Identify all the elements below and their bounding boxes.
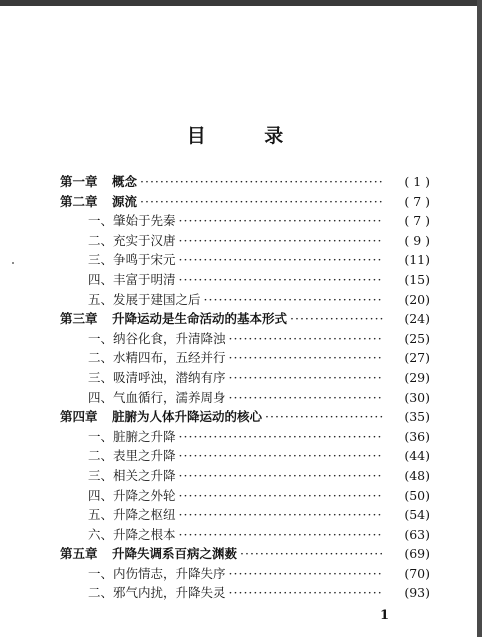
entry-title: 源流 xyxy=(112,193,138,209)
toc-section-entry xyxy=(60,231,430,251)
entry-number: 第四章 xyxy=(60,409,98,425)
dot-leader xyxy=(229,368,383,388)
entry-page-number: (50) xyxy=(404,487,430,503)
toc-section-entry xyxy=(60,348,430,368)
entry-number: 二、 xyxy=(88,350,114,366)
entry-number: 五、 xyxy=(88,291,114,307)
entry-page-number: (29) xyxy=(404,369,430,385)
entry-page-number: (35) xyxy=(404,409,430,425)
dot-leader xyxy=(179,231,383,251)
entry-page-number: (93) xyxy=(404,585,430,601)
toc-section-entry xyxy=(60,250,430,270)
entry-title: 升降之外轮 xyxy=(113,487,176,503)
dot-leader xyxy=(179,270,383,290)
entry-page-number: ( 7 ) xyxy=(404,213,430,229)
entry-title: 发展于建国之后 xyxy=(113,291,201,307)
entry-title: 升降失调系百病之渊薮 xyxy=(112,546,238,562)
toc-section-entry xyxy=(60,427,430,447)
toc-chapter-entry xyxy=(60,407,430,427)
entry-title: 丰富于明清 xyxy=(113,271,176,287)
entry-page-number: (25) xyxy=(404,330,430,346)
entry-page-number: (27) xyxy=(404,350,430,366)
entry-title: 相关之升降 xyxy=(113,467,176,483)
dot-leader xyxy=(179,466,383,486)
dot-leader xyxy=(229,348,383,368)
right-edge xyxy=(477,0,482,637)
entry-number: 第五章 xyxy=(60,546,98,562)
entry-title: 表里之升降 xyxy=(113,448,176,464)
entry-title: 吸清呼浊，潜纳有序 xyxy=(113,369,226,385)
toc-section-entry xyxy=(60,270,430,290)
entry-number: 一、 xyxy=(88,565,114,581)
entry-page-number: (69) xyxy=(404,546,430,562)
entry-title: 充实于汉唐 xyxy=(113,232,176,248)
toc-section-entry xyxy=(60,564,430,584)
dot-leader xyxy=(140,192,383,212)
dot-leader xyxy=(204,290,383,310)
entry-page-number: (54) xyxy=(404,507,430,523)
toc-section-entry xyxy=(60,290,430,310)
entry-page-number: ( 1 ) xyxy=(404,174,430,189)
entry-page-number: ( 7 ) xyxy=(404,193,430,209)
entry-number: 二、 xyxy=(88,585,114,601)
entry-number: 二、 xyxy=(88,448,114,464)
dot-leader xyxy=(265,407,383,427)
entry-title: 气血循行，濡养周身 xyxy=(113,389,226,405)
entry-number: 一、 xyxy=(88,330,114,346)
entry-page-number: (63) xyxy=(404,526,430,542)
entry-number: 第三章 xyxy=(60,311,98,327)
toc-chapter-entry xyxy=(60,309,430,329)
entry-number: 四、 xyxy=(88,487,114,503)
toc-chapter-entry xyxy=(60,192,430,212)
scan-speck xyxy=(12,262,14,264)
entry-page-number: (44) xyxy=(404,448,430,464)
page-number: 1 xyxy=(380,608,390,623)
entry-title: 概念 xyxy=(112,174,138,189)
entry-title: 升降之枢纽 xyxy=(113,507,176,523)
entry-title: 内伤情志，升降失序 xyxy=(113,565,226,581)
entry-number: 三、 xyxy=(88,252,114,268)
entry-page-number: (24) xyxy=(404,311,430,327)
dot-leader xyxy=(229,583,383,603)
dot-leader xyxy=(179,446,383,466)
dot-leader xyxy=(229,388,383,408)
entry-page-number: (20) xyxy=(404,291,430,307)
dot-leader xyxy=(179,250,383,270)
entry-number: 第一章 xyxy=(60,174,98,189)
entry-page-number: (36) xyxy=(404,428,430,444)
dot-leader xyxy=(179,505,383,525)
toc-section-entry xyxy=(60,368,430,388)
entry-title: 脏腑为人体升降运动的核心 xyxy=(112,409,263,425)
entry-page-number: (70) xyxy=(404,565,430,581)
entry-number: 三、 xyxy=(88,369,114,385)
toc-section-entry xyxy=(60,505,430,525)
entry-title: 升降之根本 xyxy=(113,526,176,542)
toc-section-entry xyxy=(60,329,430,349)
dot-leader xyxy=(140,172,383,192)
toc-section-entry xyxy=(60,446,430,466)
entry-title: 争鸣于宋元 xyxy=(113,252,176,268)
dot-leader xyxy=(179,427,383,447)
dot-leader xyxy=(290,309,383,329)
entry-title: 升降运动是生命活动的基本形式 xyxy=(112,311,288,327)
entry-number: 二、 xyxy=(88,232,114,248)
top-edge xyxy=(0,0,482,6)
dot-leader xyxy=(240,544,383,564)
toc-section-entry xyxy=(60,486,430,506)
entry-title: 邪气内扰，升降失灵 xyxy=(113,585,226,601)
page-title: 目 录 xyxy=(186,125,310,147)
entry-title: 水精四布，五经并行 xyxy=(113,350,226,366)
entry-number: 四、 xyxy=(88,389,114,405)
toc-section-entry xyxy=(60,583,430,603)
entry-page-number: (15) xyxy=(404,271,430,287)
toc-section-entry xyxy=(60,211,430,231)
toc-section-entry xyxy=(60,525,430,545)
entry-number: 六、 xyxy=(88,526,114,542)
entry-number: 一、 xyxy=(88,213,114,229)
entry-number: 第二章 xyxy=(60,193,98,209)
table-of-contents xyxy=(60,172,430,603)
dot-leader xyxy=(179,525,383,545)
entry-number: 一、 xyxy=(88,428,114,444)
entry-number: 三、 xyxy=(88,467,114,483)
entry-number: 四、 xyxy=(88,271,114,287)
entry-title: 脏腑之升降 xyxy=(113,428,176,444)
entry-page-number: ( 9 ) xyxy=(404,232,430,248)
toc-section-entry xyxy=(60,388,430,408)
entry-title: 纳谷化食，升清降浊 xyxy=(113,330,226,346)
entry-page-number: (11) xyxy=(404,252,430,268)
entry-number: 五、 xyxy=(88,507,114,523)
dot-leader xyxy=(179,486,383,506)
dot-leader xyxy=(179,211,383,231)
entry-page-number: (30) xyxy=(404,389,430,405)
toc-chapter-entry xyxy=(60,544,430,564)
toc-section-entry xyxy=(60,466,430,486)
dot-leader xyxy=(229,329,383,349)
entry-page-number: (48) xyxy=(404,467,430,483)
entry-title: 肇始于先秦 xyxy=(113,213,176,229)
dot-leader xyxy=(229,564,383,584)
toc-chapter-entry xyxy=(60,172,430,192)
